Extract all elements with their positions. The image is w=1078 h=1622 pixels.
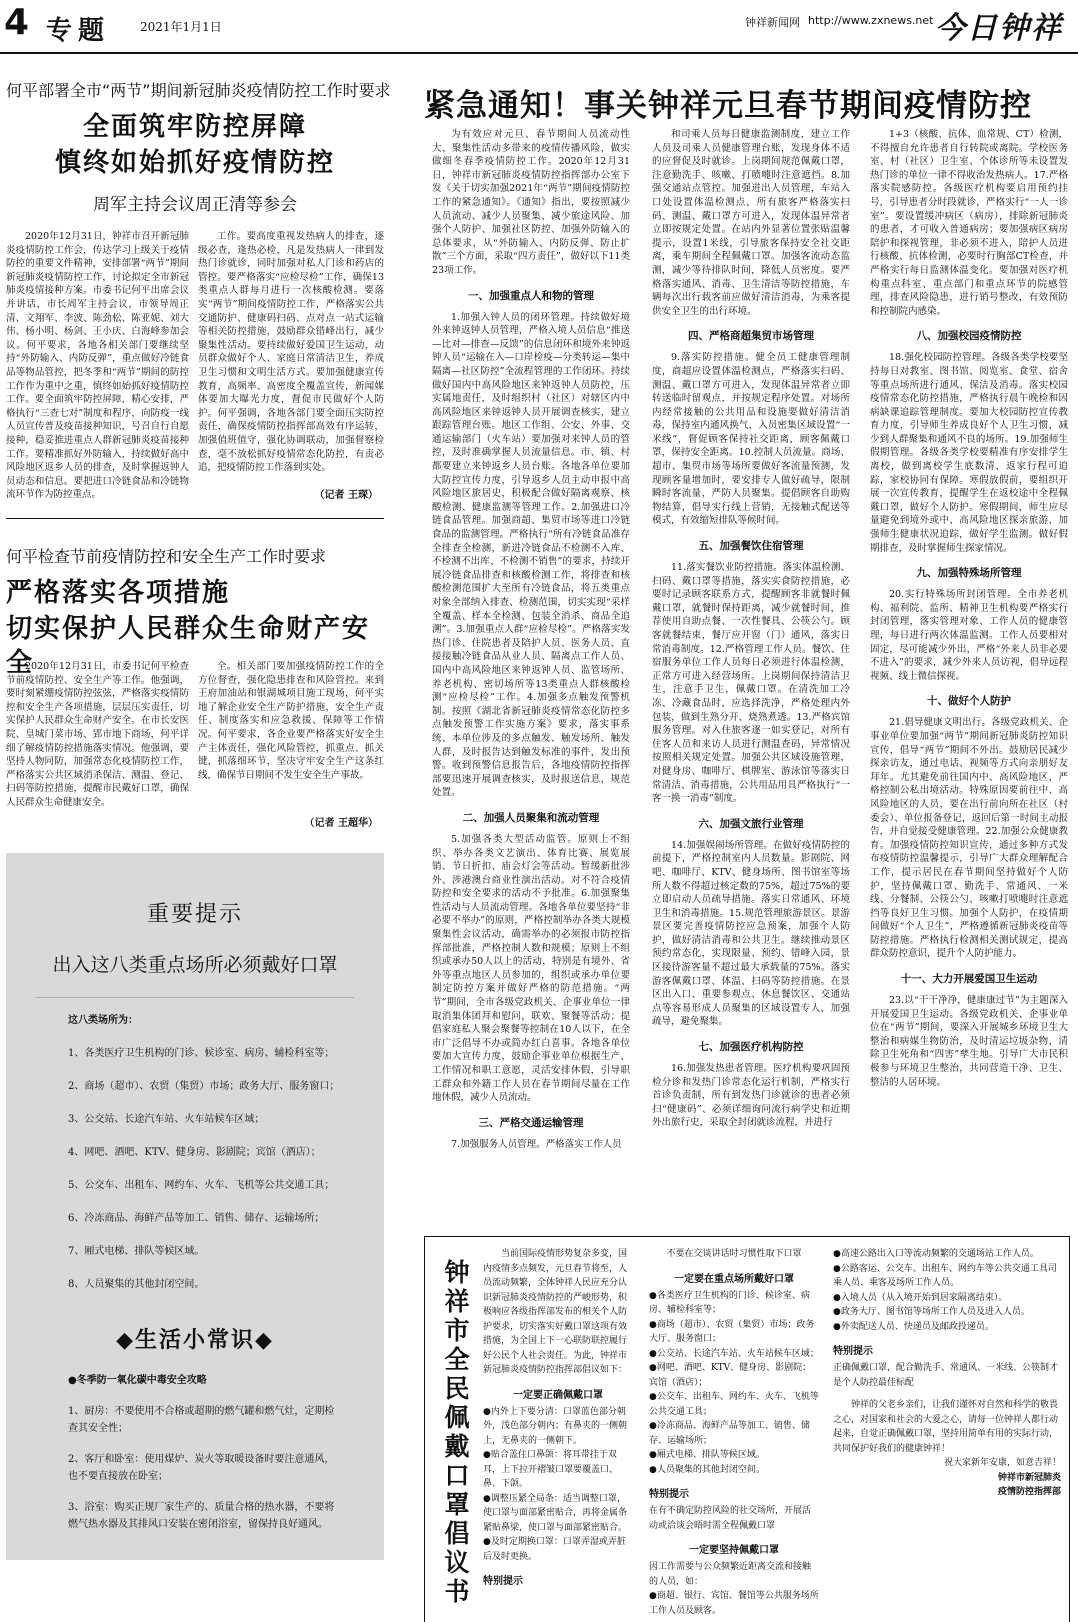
site-name: 钟祥新闻网: [745, 16, 800, 29]
section-name: 专题: [46, 16, 111, 46]
proposal-paragraph: 因工作需要与公众频繁近距离交流和接触的人员，如：: [649, 1562, 812, 1587]
proposal-column-c: [833, 1247, 1061, 1617]
article1-kicker: 何平部署全市“两节”期间新冠肺炎疫情防控工作时要求: [6, 81, 391, 100]
article2-column-2: 全。相关部门要加强疫情防控工作的全方位督查，强化隐患排查和风险管控。来到王府加油站和银湖城项目施工现场，何平实地了解企业安全生产防护措施，安全生产责任、制度落实和应急救援、保障等工作情况。何平要求，各企业要严格落实好安全生产主体责任，强化风险管控，抓重点、抓关键，抓落细环节，坚决守牢安全生产这条红线，确保节日期间不发生安全生产事故。: [198, 661, 384, 781]
article3-paragraph: 14.加强娱闹场所管理。在做好疫情防控的前提下，严格控制室内人员数量。影剧院、网吧、咖啡厅、KTV、健身场所、图书馆室等场所人数不得超过核定数的75%，超过75%的要立即启动人员疏导措施。落实日常通风、环境卫生和消毒措施。15.规范管理旅游景区。景游景区要完善疫情防控应急预案，加强个人防护，做好清洁消毒和公共卫生。继续推动景区预约常态化，实现限量、预约、错峰入园，景区接待游客量不超过最大承载量的75%。落实游客佩戴口罩、体温、扫码等防控措施。在景区出入口、重要参观点、休息餐饮区、交通站点等容易形成人员聚集的区域设置专人，加强疏导，避免聚集。: [652, 839, 850, 1028]
proposal-item: ●贴合盖住口鼻颌：将耳带挂于双耳，上下拉开褶皱口罩要覆盖口、鼻、下颌。: [483, 1450, 619, 1489]
article3-paragraph: 16.加强发热患者管理。医疗机构要巩固预检分诊和发热门诊常态化运行机制，严格实行首诊负责制，所有到发热门诊就诊的患者必须扫“健康码”、必须详细询问流行病学史和近期外出旅行史，采取全封闭就诊流程，并进行: [652, 1063, 850, 1129]
tips-item: 2、商场（超市）、农贸（集贸）市场；政务大厅、服务窗口；: [68, 1081, 340, 1092]
section-heading: 十、做好个人防护: [927, 695, 1011, 708]
tips-item: 5、公交车、出租车、网约车、火车、飞机等公共交通工具；: [68, 1180, 335, 1191]
tips-item: 7、厢式电梯、排队等候区域。: [68, 1246, 205, 1257]
section-heading: 十一、大力开展爱国卫生运动: [900, 973, 1038, 986]
proposal-column-b: [649, 1247, 819, 1617]
proposal-signature: 钟祥市新冠肺炎: [997, 1472, 1061, 1483]
proposal-item: ●公交车、出租车、网约车、火车、飞机等公共交通工具；: [649, 1392, 819, 1417]
article1-subtitle: 周军主持会议周正清等参会: [93, 195, 297, 215]
proposal-item: ●政务大厅、图书馆等场所工作人员及进入人员。: [833, 1307, 1030, 1317]
mask-proposal-box: [424, 1236, 1070, 1622]
masthead: [0, 0, 1078, 54]
section-heading: 六、加强文旅行业管理: [698, 817, 804, 830]
section-heading: 九、加强特殊场所管理: [916, 567, 1022, 580]
article1-byline: （记者 王琛）: [314, 490, 378, 501]
page-number: 4: [4, 2, 30, 43]
proposal-item: ●人员聚集的其他封闭空间。: [649, 1464, 765, 1475]
proposal-item: ●调整压紧全局条：适当调整口罩，使口罩与面部紧密贴合，再将金属条紧贴鼻梁，使口罩与面部紧密贴合。: [483, 1493, 628, 1533]
article2-kicker: 何平检查节前疫情防控和安全生产工作时要求: [6, 547, 327, 566]
article3-paragraph: 和司乘人员每日健康监测制度，建立工作人员及司乘人员健康管理台账，发现身体不适的应督促及时就诊。上岗期间规范佩戴口罩，注意勤洗手、咳嗽、打喷嚏时注意遮挡。8.加强交通站点管控。加强进出人员管理，车站入口处设置体温检测点，所有旅客严格落实扫码、测温、戴口罩方可进入，发现体温异常者立即按规定处置。在站内外显著位置张贴温馨提示，设置1米线，引导旅客保持安全社交距离，乘车期间全程佩戴口罩。加强客流动态监测，减少等待排队时间，降低人员密度。要严格落实通风、消毒、卫生清洁等防控措施，车辆每次出行载客前应做好清洁消毒，为乘客提供安全卫生的出行环境。: [652, 129, 850, 317]
section-heading: 四、严格商超集贸市场管理: [688, 330, 814, 343]
proposal-special-tip: 特别提示: [833, 1346, 873, 1357]
life-tip-item: 1、厨房：不要使用不合格或超期的燃气罐和燃气灶，定期检查其安全性；: [68, 1406, 335, 1434]
proposal-item: ●高速公路出入口等流动频繁的交通场站工作人员。: [833, 1249, 1039, 1259]
proposal-wish: 祝大家新年安康，如意吉祥！: [943, 1458, 1061, 1468]
proposal-note: 不要在交谈讲话时习惯性取下口罩: [666, 1249, 802, 1259]
article1-column-2: 工作。要高度重视发热病人的排查，逐级必查，逢热必检，凡是发热病人一律到发热门诊就诊，同时加强对私人门诊和药店的管控。要严格落实“应检尽检”工作，确保13类重点人群每月进行一次核酸检测。要落实“两节”期间疫情防控工作，严格落实公共交通防护、健康码扫码、点对点一站式运输等相关防控措施，鼓励群众错峰出行，减少聚集性活动。要持续做好爱国卫生运动，动员群众做好个人、家庭日常清洁卫生，养成卫生习惯和文明生活方式。要加强健康宣传教育，高频率、高密度全覆盖宣传，新闻媒体要加大曝光力度，督促市民做好个人防护。何平强调，各地各部门要全面压实防控责任，确保疫情防控指挥部高效有序运转，加强值班值守，强化协调联动，加强督察检查，毫不放松抓好疫情常态化防控，有责必追，把疫情防控工作落到实处。: [198, 231, 384, 474]
article2-title-line2: 切实保护人民群众生命财产安全: [6, 614, 371, 678]
article3-column-b: [652, 128, 850, 1156]
article3-paragraph: 1.加强入钟人员的闭环管理。持续做好境外来钟返钟人员管理，严格入境人员信息“推送—比对—排查—反馈”的信息闭环和境外来钟返钟人员“运输在入—口岸检疫—分类转运—集中隔离—社区防控”全流程管理的工作闭环。持续做好国内中高风险地区来钟返钟人员防控，压实属地责任，及时组织村（社区）对辖区内中高风险地区来钟返钟人员开展调查核实，建立跟踪管理台账。地区工作组、公安、外事、交通运输部门（火车站）要加强对来钟人员的管控，及时准确掌握人员流量信息。市、镇、村都要建立来钟返乡人员台账。各地各单位要加大防控宣传力度，引导返乡人员主动申报中高风险地区旅居史，积极配合做好隔离观察、核酸检测、健康监测等管理工作。2.加强进口冷链食品管理。加强商超、集贸市场等进口冷链食品的监测管理。严格执行“所有冷链食品准存全排查全检测，新进冷链食品不检测不入库、不检测不出库、不检测不销售”的要求，持续开展冷链食品排查和核酸检测工作，将排查和核酸检测范围扩大至所有冷链食品，将五类重点对象全部纳入排查、检测范围，切实实现“采样全覆盖、样本全检测、包装全消杀、商品全追溯”。3.加强重点人群“应检尽检”。严格落实发热门诊、住院患者及陪护人员、医务人员、直接接触冷链食品从业人员、隔离点工作人员、国内中高风险地区来钟返钟人员、监管场所、养老机构、密切场所等13类重点人群核酸检测“应检尽检”工作。4.加强多点触发预警机制。按照《湖北省新冠肺炎疫情常态化防控多点触发预警工作实施方案》要求，落实事系统、本单位涉及的多点触发、触发场所、触发人群，及时报告达到触发标准的事件，发出预警。收到预警信息报告后，各地疫情防控指挥部要迅速开展调查核实，及时报送信息，规范处置。: [432, 311, 630, 799]
proposal-item: ●各类医疗卫生机构的门诊、候诊室、病房、辅检科室等；: [649, 1290, 810, 1315]
section-heading: 二、加强人员聚集和流动管理: [462, 811, 600, 824]
section-heading: 八、加强校园疫情防控: [916, 330, 1022, 343]
proposal-tip-body: 在有不确定防控风险的社交场所，开展活动或洽谈会晤时需全程佩戴口罩: [649, 1506, 812, 1531]
proposal-heading: 一定要在重点场所戴好口罩: [674, 1273, 794, 1285]
proposal-item: ●厢式电梯、排队等候区域。: [649, 1450, 765, 1460]
article1-title-line2: 慎终如始抓好疫情防控: [54, 148, 335, 178]
tips-lead: 这八类场所为：: [68, 1015, 138, 1026]
tips-subtitle: 出入这八类重点场所必须戴好口罩: [52, 954, 338, 976]
article3-paragraph: 11.落实餐饮业防控措施。落实体温检测、扫码、戴口罩等措施，落实实食防控措施，必要时记录顾客联系方式，提醒顾客非就餐时佩戴口罩，就餐时保持距离，减少就餐时间，推荐使用自助点餐、一次性餐具、公筷公勺。顾客就餐结束，餐厅应开窗（门）通风，落实日常消毒制度。12.严格管理工作人员。餐饮、住宿服务单位工作人员每日必须进行体温检测，正常方可进入经营场所。上岗期间保持清洁卫生，注意手卫生，佩戴口罩。在清洗加工冷冻、冷藏食品时，应选择洗净，严格处理内外包装，做到生熟分开、烧熟煮透。13.严格宾馆服务管理。对入住旅客逐一如实登记，对所有住客人员和来访人员进行测温查码，异常情况按照相关规定处置。加强公共区域设施管理，对健身房、咖啡厅、棋牌室、游泳馆等落实日常清洁、消毒措施，公共用品用具严格执行“一客一换一消毒”制度。: [652, 562, 850, 805]
article3-title: 紧急通知！事关钟祥元旦春节期间疫情防控: [424, 88, 1032, 124]
article3-column-a: [432, 128, 630, 1156]
proposal-title: 钟祥市全民佩戴口罩倡议书: [441, 1259, 470, 1607]
proposal-tip-body: 正确佩戴口罩，配合勤洗手、常通风、一米线、公筷制才是个人防控最佳标配: [833, 1363, 1059, 1388]
article3-paragraph: 1+3（核酸、抗体、血常规、CT）检测，不得擅自允许患者自行转院或离院。学校医务室、村（社区）卫生室、个体诊所等未设置发热门诊的单位一律不得收治发热病人。17.严格落实院感防控。各级医疗机构要启用预约挂号，引导患者分时段就诊，严格实行“一人一诊室”。要设置缓冲病区（病房），排除新冠肺炎的患者，才可收入普通病房；要加强病区病房陪护和探视管理，非必须不进入，陪护人员进行核酸、抗体检测，必要时行胸部CT检查，并严格实行每日监测体温变化。要加强对医疗机构重点科室、重点部门和重点环节的院感管理，排查风险隐患，进行销号整改，有效预防和控制院内感染。: [870, 129, 1068, 317]
article2-byline: （记者 王超华）: [304, 818, 378, 829]
proposal-heading: 一定要正确佩戴口罩: [513, 1389, 603, 1401]
tips-divider: [36, 997, 354, 998]
newspaper-logo: 今日钟祥: [935, 11, 1063, 46]
tips-item: 4、网吧、酒吧、KTV、健身房、影剧院；宾馆（酒店）；: [68, 1147, 321, 1158]
proposal-closing: 钟祥的父老乡亲们，让我们谨怀对自然和科学的敬畏之心，对国家和社会的大爱之心，请每一位钟祥人都行动起来，自觉正确佩戴口罩，坚持用简单有用的实际行动，共同保护好我们的健康钟祥！: [833, 1400, 1059, 1454]
proposal-column-a: [483, 1247, 633, 1617]
proposal-intro: 当前国际疫情形势复杂多变，国内疫情多点频发，元旦春节将至，人员流动频繁，全体钟祥人民应充分认识新冠肺炎疫情防控的严峻形势，积极响应各级指挥部发布的相关个人防护要求，切实落实好戴口罩这项有效措施，为全国上下一心联防联控履行好公民个人社会责任。为此，钟祥市新冠肺炎疫情防控指挥部倡议如下：: [483, 1249, 628, 1375]
article3-intro: 为有效应对元旦、春节期间人员流动性大、聚集性活动多带来的疫情传播风险，做实做细冬春季疫情防控工作。2020年12月31日，钟祥市新冠肺炎疫情防控指挥部办公室下发《关于切实加强2021年“两节”期间疫情防控工作的紧急通知》。《通知》指出，要按照减少人员流动、减少人员聚集、减少旅途风险、加强个人防护、加强社区防控、加强外防输入的总体要求，从“外防输入、内防反弹、防止扩散”三个方面，采取“四方责任”，做好以下11类23项工作。: [432, 129, 630, 276]
proposal-item: ●商场（超市）、农贸（集贸）市场；政务大厅、服务窗口；: [649, 1319, 815, 1344]
article3-paragraph: 23.以“干干净净，健康康过节”为主题深入开展爱国卫生运动。各级党政机关、企事业单位在“两节”期间，要深入开展城乡环境卫生大整治和病媒生物防治，及时清运垃圾杂物，清除卫生死角和“四害”孳生地。引导广大市民积极参与环境卫生整治，共同营造干净、卫生、整洁的人居环境。: [870, 995, 1068, 1088]
section-heading: 五、加强餐饮住宿管理: [698, 540, 804, 553]
proposal-item: ●冷冻商品、海鲜产品等加工、销售、储存、运输场所；: [649, 1421, 810, 1446]
life-tip-item: 2、客厅和卧室：使用煤炉、炭火等取暖设备时要注意通风，也不要直接放在卧室；: [68, 1454, 335, 1482]
proposal-item: ●公交站、长途汽车站、火车站候车区域；: [649, 1348, 819, 1359]
proposal-item: ●外卖配送人员、快递员及邮政投递员。: [833, 1321, 994, 1332]
proposal-signature: 疫情防控指挥部: [997, 1487, 1061, 1497]
tips-item: 3、公交站、长途汽车站、火车站候车区域；: [68, 1114, 265, 1125]
issue-date: 2021年1月1日: [140, 20, 222, 34]
life-tips-heading: ●冬季防一氧化碳中毒安全攻略: [68, 1375, 207, 1386]
proposal-item: ●入境人员（从入境开始到居家隔离结束）。: [833, 1292, 1008, 1303]
life-tip-item: 3、浴室：购买正规厂家生产的、质量合格的热水器，不要将燃气热水器及其排风口安装在密闭浴室，留保持良好通风。: [68, 1502, 335, 1530]
article3-paragraph: 20.实行特殊场所封闭管理。全市养老机构、福利院、监所、精神卫生机构要严格实行封闭管理，落实管理对象、工作人员的健康管理，每日进行两次体温监测。工作人员要相对固定，尽可能减少外出，严格“外来人员非必要不进入”的要求，减少外来人员访视，倡导远程视频、线上微信探视。: [870, 589, 1068, 682]
proposal-item: ●公路客运、公交车、出租车、网约车等公共交通工具司乘人员、乘客及场所工作人员。: [833, 1263, 1057, 1288]
section-heading: 七、加强医疗机构防控: [698, 1041, 804, 1054]
article3-paragraph: 7.加强服务人员管理。严格落实工作人员: [451, 1138, 622, 1150]
proposal-heading: 一定要坚持佩戴口罩: [689, 1545, 779, 1556]
article3-paragraph: 18.强化校园防控管理。各级各类学校要坚持每日对教室、图书馆、阅览室、食堂、宿舍等重点场所进行通风、保洁及消毒。落实校园疫情常态化防控措施，严格执行晨午晚检和因病缺课追踪管理制度。要加大校园防控宣传教育力度，引导师生养成良好个人卫生习惯，减少到人群聚集和通风不良的场所。19.加强师生假期管理。各级各类学校要精准有序安排学生离校，做到离校学生底数清，返家行程可追踪，家校协同有保障。寒假放假前，要组织开展一次宣传教育，提醒学生在返校途中全程佩戴口罩，做好个人防护。寒假期间，师生应尽量避免到境外或中、高风险地区探亲旅游，加强师生健康状况追踪，做好学生监测。做好假期排查，及时掌握师生探家情况。: [870, 352, 1068, 554]
article2-column-1: 2020年12月31日，市委书记何平检查节前疫情防控、安全生产等工作。他强调，要时刻紧绷疫情防控弦弦，严格落实疫情防控和安全生产各项措施，层层压实责任，切实保护人民群众生命财产安全。在市长安医院、皇城门菜市场、郢市地下商场，何平详细了解疫情防控措施落实情况。他强调，要坚持人物同防，加强常态化疫情防控工作，严格落实公共区域消杀保洁、测温、登记、扫码等防控措施，提醒市民戴好口罩，确保人民群众生命健康安全。: [6, 661, 189, 808]
article3-paragraph: 9.落实防控措施。健全员工健康管理制度，商超应设置体温检测点，严格落实扫码、测温、戴口罩方可进入，发现体温异常者立即转送临时留观点，并按规定程序处置。对场所内经常接触的公共用品和设施要做好清洁消毒，保持室内通风换气，入员密集区域设置“一米线”，督促顾客保持社交距离，顾客佩戴口罩，保持安全距离。10.控制人员流量。商场、超市、集贸市场等场所要做好客流量预测，发现顾客量增加时，要安排专人做好疏导，限制瞬时客流量，严防人员聚集。提倡顾客自助购物结算，倡导实行线上营销，无接触式配送等模式，有效缩短排队等候时间。: [652, 352, 850, 527]
article3-paragraph: 21.倡导健康文明出行。各级党政机关、企事业单位要加强“两节”期间新冠肺炎防控知识宣传，倡导“两节”期间不外出。鼓励居民减少探亲访友，通过电话、视频等方式向亲朋好友拜年。尤其避免前往国内中、高风险地区，严格控制公私出境活动。特殊原因要前往中、高风险地区的人员，要在出行前向所在社区（村委会）、单位报备登记，返回后第一时间主动报告，并自觉接受健康管理。22.加强公众健康教育。加强疫情防控知识宣传，通过多种方式发布疫情防控温馨提示，引导广大群众理解配合工作，提示居民在春节期间坚持做好个人防护，坚持佩戴口罩、勤洗手、常通风、一米线、分餐制、公筷公勺、咳嗽打喷嚏时注意遮挡等良好卫生习惯。加强个人防护，在疫情期间做好“个人卫生”，严格遵循新冠肺炎疫苗等防控措施。严格执行检测相关测试规定，提高群众防控意识，提升个人防护能力。: [870, 717, 1068, 960]
article1-column-1: 2020年12月31日，钟祥市召开新冠肺炎疫情防控工作会，传达学习上级关于疫情防控的重要文件精神，安排部署“两节”期间新冠肺炎疫情防控工作，讨论拟定全市新冠肺炎疫情接种方案。市委书记何平出席会议并讲话，市长周军主持会议，市领导周正清、文翔军、李波、陈劲松、陈亚妮、刘大伟、杨小明、杨剑、王小庆、白海峰参加会议。何平要求，各地各相关部门要继续坚持“外防输入、内防反弹”，重点做好冷链食品等物品管控，把冬季和“两节”期间的防控工作作为重中之重，慎终如始抓好疫情防控工作。要全面筑牢防控屏障，精心安排，严格执行“三查七对”制度和程序，向防疫一线人员宣传普及疫苗接种知识，号召自行自愿接种，稳妥推进重点人群新冠肺炎疫苗接种工作。要精准抓好外防输入，持续做好高中风险地区返乡人员的排查，及时掌握返钟人员动态和信息。要把进口冷链食品和冷链物流环节作为防控重点。: [6, 231, 189, 501]
tips-item: 8、人员聚集的其他封闭空间。: [68, 1279, 205, 1290]
tips-item: 6、冷冻商品、海鲜产品等加工、销售、储存、运输场所；: [68, 1213, 325, 1224]
tips-title: 重要提示: [146, 902, 243, 927]
proposal-special-tip: 特别提示: [483, 1576, 523, 1587]
life-tips-title: ◆生活小常识◆: [116, 1328, 274, 1353]
proposal-item: ●网吧、酒吧、KTV、健身房、影剧院；宾馆（酒店）；: [649, 1363, 812, 1388]
proposal-item: ●及时定期换口罩：口罩弄湿或弄脏后及时更换。: [483, 1537, 626, 1562]
section-heading: 一、加强重点人和物的管理: [468, 289, 594, 302]
article3-column-c: [870, 128, 1068, 1156]
proposal-item: ●内外上下要分清：口罩蓝色部分朝外，浅色部分朝内；有鼻夹的一侧朝上，无鼻夹的一侧朝下。: [483, 1406, 628, 1446]
article3-paragraph: 5.加强各类大型活动监管。原则上不组织、举办各类文艺演出、体育比赛、展览展销、节日折扣、庙会灯会等活动。暂缓新批涉外、涉港澳台商业性演出活动。对不符合疫情防控和安全要求的活动不予批准。6.加强聚集性活动与人员流动管理。各地各单位要坚持“非必要不举办”的原则，严格控制举办各类大规模聚集性会议活动，确需举办的必须报市防控指挥部批准，严格控制人数和规模；原则上不组织或承办50人以上的活动，特别是有境外、省外等重点地区人员参加的，组织或承办单位要制定防控方案并做好严格的防范措施。“两节”期间，全市各级党政机关、企事业单位一律取消集体团拜和慰问，联欢、聚餐等活动；提倡家庭私人聚会聚餐等控制在10人以下，在全市广泛倡导不办或简办红白喜事。各地各单位要加大宣传力度，鼓励企事业单位根据生产、工作情况和职工意愿，灵活安排休假，引导职工群众和外籍工作人员在春节期间尽量在工作地休假，减少人员流动。: [432, 833, 630, 1104]
important-tips-box: [6, 853, 384, 1560]
site-url[interactable]: http://www.zxnews.net: [808, 14, 934, 27]
proposal-special-tip: 特别提示: [649, 1489, 689, 1500]
tips-item: 1、各类医疗卫生机构的门诊、候诊室、病房、辅检科室等；: [68, 1048, 335, 1059]
article2-title-line1: 严格落实各项措施: [6, 578, 231, 608]
divider: [6, 518, 384, 519]
article1-title-line1: 全面筑牢防控屏障: [82, 112, 307, 142]
proposal-item: ●商超、银行、宾馆、餐馆等公共服务场所工作人员及顾客。: [649, 1591, 819, 1616]
section-heading: 三、严格交通运输管理: [478, 1116, 584, 1129]
